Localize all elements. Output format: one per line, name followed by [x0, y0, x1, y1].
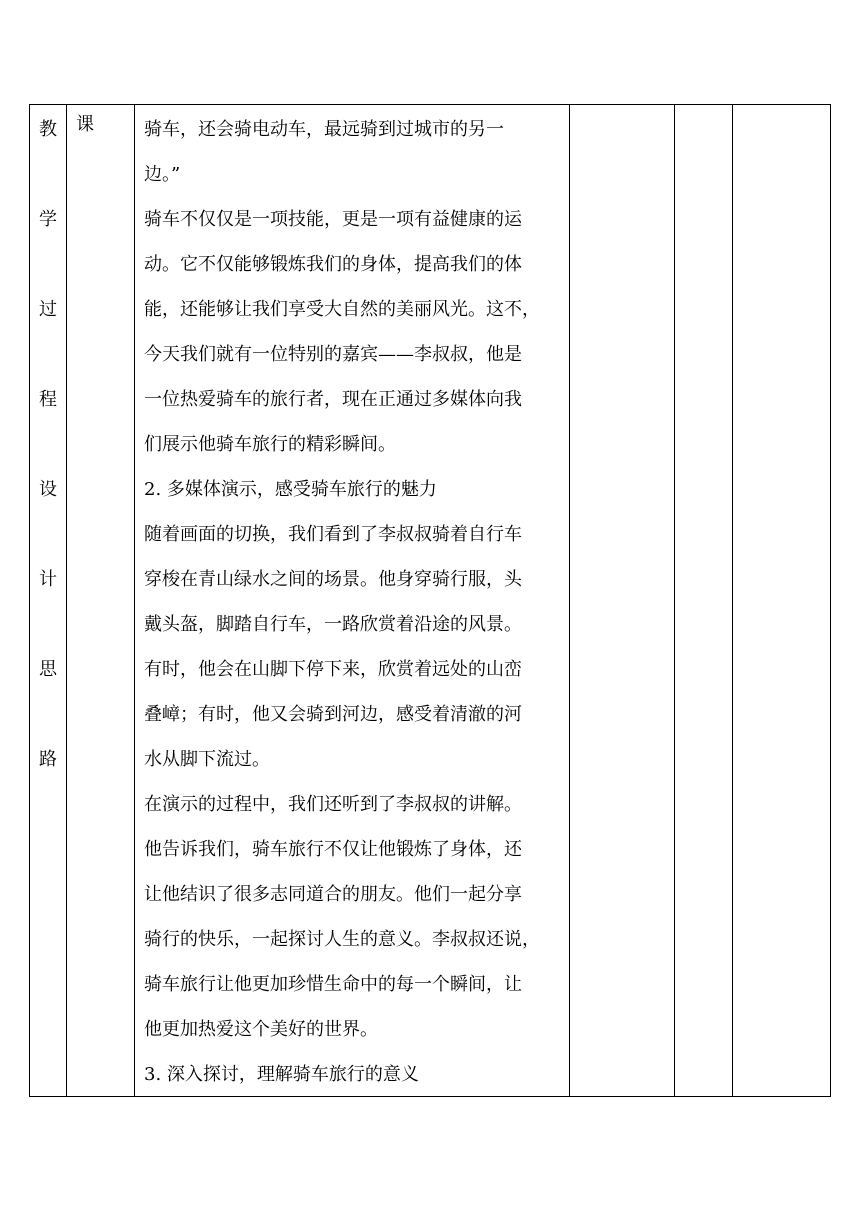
section-label-char: 计: [39, 569, 57, 590]
content-line: 他更加热爱这个美好的世界。: [144, 1019, 378, 1040]
sub-label: 课: [76, 114, 94, 135]
content-line: 骑车不仅仅是一项技能，更是一项有益健康的运: [144, 209, 522, 230]
content-line: 能，还能够让我们享受大自然的美丽风光。这不，: [144, 299, 540, 320]
section-label-char: 学: [39, 209, 57, 230]
column-divider: [674, 105, 675, 1096]
content-line: 让他结识了很多志同道合的朋友。他们一起分享: [144, 884, 522, 905]
section-label-char: 教: [39, 119, 57, 140]
content-line: 有时，他会在山脚下停下来，欣赏着远处的山峦: [144, 659, 522, 680]
column-divider: [569, 105, 570, 1096]
lesson-plan-table: [29, 104, 831, 1097]
content-line: 骑车旅行让他更加珍惜生命中的每一个瞬间，让: [144, 974, 522, 995]
content-line: 随着画面的切换，我们看到了李叔叔骑着自行车: [144, 524, 522, 545]
column-divider: [732, 105, 733, 1096]
content-line: 他告诉我们，骑车旅行不仅让他锻炼了身体，还: [144, 839, 522, 860]
content-line: 边。”: [144, 164, 181, 185]
section-label-char: 程: [39, 389, 57, 410]
content-line: 穿梭在青山绿水之间的场景。他身穿骑行服，头: [144, 569, 522, 590]
content-line: 今天我们就有一位特别的嘉宾——李叔叔，他是: [144, 344, 522, 365]
section-label-char: 思: [39, 659, 57, 680]
content-line: 一位热爱骑车的旅行者，现在正通过多媒体向我: [144, 389, 522, 410]
content-line: 骑车，还会骑电动车，最远骑到过城市的另一: [144, 119, 504, 140]
content-line: 水从脚下流过。: [144, 749, 270, 770]
content-line: 骑行的快乐，一起探讨人生的意义。李叔叔还说，: [144, 929, 540, 950]
content-line: 动。它不仅能够锻炼我们的身体，提高我们的体: [144, 254, 522, 275]
column-divider: [134, 105, 135, 1096]
section-label-char: 路: [39, 749, 57, 770]
column-divider: [66, 105, 67, 1096]
content-line: 戴头盔，脚踏自行车，一路欣赏着沿途的风景。: [144, 614, 522, 635]
sub-label-column: [66, 115, 134, 135]
content-line: 3. 深入探讨，理解骑车旅行的意义: [144, 1064, 419, 1085]
content-line: 们展示他骑车旅行的精彩瞬间。: [144, 434, 396, 455]
content-line: 叠嶂；有时，他又会骑到河边，感受着清澈的河: [144, 704, 522, 725]
content-line: 在演示的过程中，我们还听到了李叔叔的讲解。: [144, 794, 522, 815]
section-label-char: 过: [39, 299, 57, 320]
section-label-char: 设: [39, 479, 57, 500]
content-line: 2. 多媒体演示，感受骑车旅行的魅力: [144, 479, 437, 500]
